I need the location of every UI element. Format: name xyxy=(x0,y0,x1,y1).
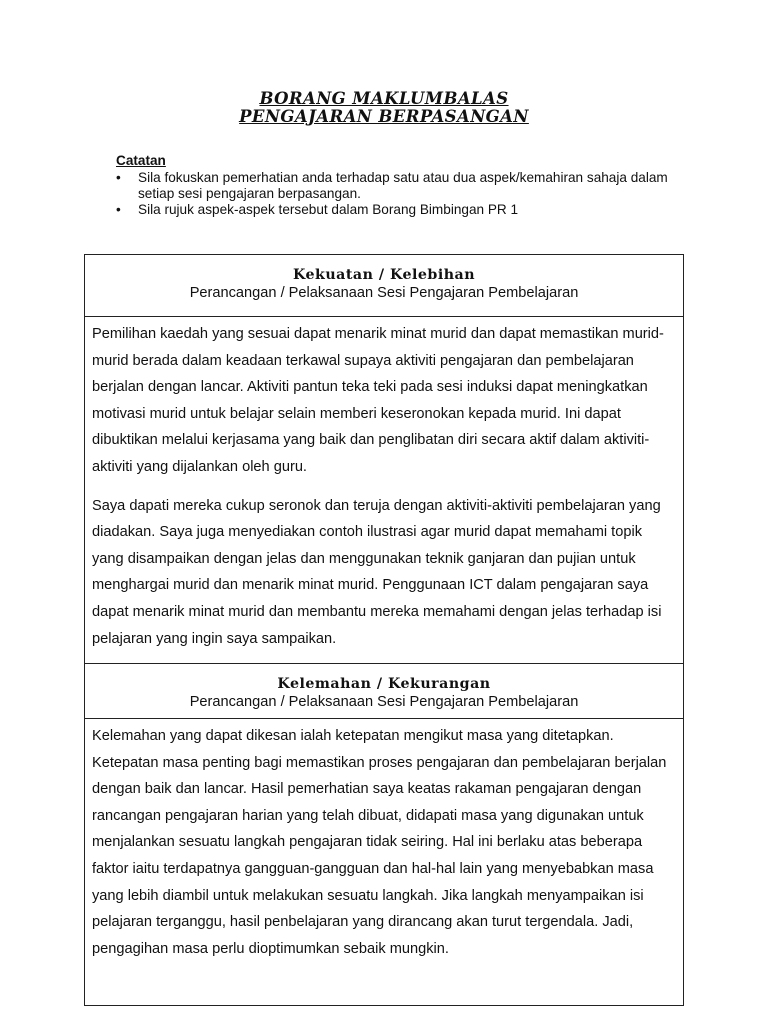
notes-item-text: Sila rujuk aspek-aspek tersebut dalam Borang Bimbingan PR 1 xyxy=(138,202,519,217)
strengths-header xyxy=(85,255,683,317)
notes-list-item xyxy=(116,202,686,218)
form-title xyxy=(0,90,768,126)
feedback-table xyxy=(84,254,684,1006)
notes-list-item xyxy=(116,170,686,202)
strengths-paragraph-1: Pemilihan kaedah yang sesuai dapat menarik minat murid dan dapat memastikan murid-murid berada dalam keadaan terkawal supaya aktiviti pengajaran dan pembelajaran berjalan dengan lancar. Aktiviti pantun teka teki pada sesi induksi dapat meningkatkan motivasi murid untuk belajar selain memberi keseronokan kepada murid. Ini dapat dibuktikan melalui kerjasama yang baik dan penglibatan diri secara aktif dalam aktiviti-aktiviti yang dijalankan oleh guru. xyxy=(92,326,664,475)
strengths-paragraph-2: Saya dapati mereka cukup seronok dan teruja dengan aktiviti-aktiviti pembelajaran yang diadakan. Saya juga menyediakan contoh ilustrasi agar murid dapat memahami topik yang disampaikan dengan jelas dan menggunakan teknik ganjaran dan pujian untuk menghargai murid dan menarik minat murid. Penggunaan ICT dalam pengajaran saya dapat menarik minat murid dan membantu mereka memahami dengan jelas terhadap isi pelajaran yang ingin saya sampaikan. xyxy=(92,497,662,647)
strengths-title: Kekuatan / Kelebihan xyxy=(292,267,476,283)
bullet-icon: • xyxy=(116,202,121,217)
notes-heading: Catatan xyxy=(116,153,166,168)
weaknesses-title: Kelemahan / Kekurangan xyxy=(277,676,491,692)
strengths-body xyxy=(85,317,683,663)
weaknesses-header xyxy=(85,663,683,719)
weaknesses-paragraph-1: Kelemahan yang dapat dikesan ialah ketepatan mengikut masa yang ditetapkan. Ketepatan masa penting bagi memastikan proses pengajaran dan pembelajaran berjalan dengan baik dan lancar. Hasil pemerhatian saya keatas rakaman pengajaran dengan rancangan pengajaran harian yang telah dibuat, didapati masa yang digunakan untuk menjalankan sesuatu langkah pengajaran tidak seiring. Hal ini berlaku atas beberapa faktor iaitu terdapatnya gangguan-gangguan dan hal-hal lain yang menyebabkan masa yang lebih diambil untuk melakukan sesuatu langkah. Jika langkah menyampaikan isi pelajaran terganggu, hasil penbelajaran yang dirancang akan turut tergendala. Jadi, pengagihan masa perlu dioptimumkan sebaik mungkin. xyxy=(92,728,667,957)
strengths-subtitle: Perancangan / Pelaksanaan Sesi Pengajaran Pembelajaran xyxy=(189,285,579,301)
form-title-line-1: BORANG MAKLUMBALAS xyxy=(259,89,509,108)
notes-block xyxy=(116,152,686,218)
bullet-icon: • xyxy=(116,170,121,185)
notes-list xyxy=(116,170,686,218)
weaknesses-body xyxy=(85,719,683,1005)
form-title-line-2: PENGAJARAN BERPASANGAN xyxy=(239,107,529,126)
weaknesses-subtitle: Perancangan / Pelaksanaan Sesi Pengajaran Pembelajaran xyxy=(189,694,579,710)
notes-item-text: Sila fokuskan pemerhatian anda terhadap satu atau dua aspek/kemahiran sahaja dalam setiap sesi pengajaran berpasangan. xyxy=(138,170,668,201)
